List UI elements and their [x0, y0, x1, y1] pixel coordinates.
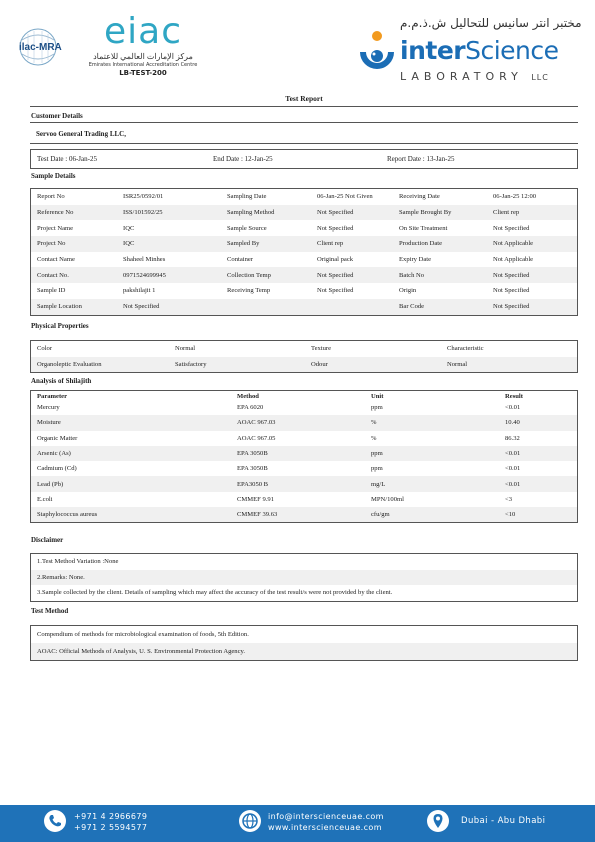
analysis-row-cell: <3 [505, 495, 513, 503]
sample-row-cell: Batch No [393, 267, 487, 283]
footer-bar [0, 805, 595, 842]
physical-row-cell: Normal [441, 357, 577, 373]
sample-row-cell: Client rep [487, 205, 577, 221]
sample-row [31, 252, 577, 268]
sample-row [31, 205, 577, 221]
disclaimer-line [31, 585, 577, 601]
sample-row-cell: 06-Jan-25 Not Given [317, 193, 373, 201]
sample-row-cell: Not Specified [317, 224, 354, 232]
eiac-arabic-name: مركز الإمارات العالمي للاعتماد [93, 52, 193, 61]
test-method-line-cell: AOAC: Official Methods of Analysis, U. S. Environmental Protection Agency. [31, 643, 577, 660]
sample-row-cell: On Site Treatment [399, 224, 448, 232]
analysis-row-cell: <0.01 [499, 446, 577, 461]
analysis-row [31, 492, 577, 507]
report-date: Report Date : 13-Jan-25 [387, 155, 455, 163]
sample-row-cell: Original pack [317, 256, 354, 264]
analysis-table [30, 390, 578, 523]
sample-row-cell: Receiving Temp [227, 287, 271, 295]
sample-row-cell: Not Specified [317, 287, 354, 295]
sample-row-cell: Receiving Date [399, 193, 440, 201]
test-date: Test Date : 06-Jan-25 [37, 155, 97, 163]
sample-row-cell: IQC [123, 224, 135, 232]
sample-row-cell: Not Specified [487, 299, 577, 315]
analysis-row-cell: EPA 3050B [231, 446, 365, 461]
sample-row-cell: Project No [31, 236, 117, 252]
analysis-row [31, 400, 577, 415]
disclaimer-heading: Disclaimer [31, 536, 64, 544]
dates-box [30, 149, 578, 169]
disclaimer-line-cell: 1.Test Method Variation :None [37, 558, 119, 566]
physical-row-cell: Satisfactory [169, 357, 305, 373]
analysis-row-cell: EPA3050 B [231, 476, 365, 491]
analysis-row-cell: EPA 6020 [237, 404, 264, 412]
analysis-row-cell: E.coli [37, 495, 53, 503]
analysis-row [31, 507, 577, 522]
sample-row-cell: Shaheel Minhes [123, 256, 166, 264]
sample-row-cell: Not Specified [311, 205, 393, 221]
analysis-column-header: Method [237, 393, 259, 400]
footer-contact [268, 811, 384, 833]
ilac-mra-text: ilac-MRA [19, 42, 62, 53]
analysis-row-cell: <0.01 [505, 465, 521, 473]
sample-row [31, 236, 577, 252]
sample-row-cell: Sampling Method [221, 205, 311, 221]
sample-row [31, 299, 577, 315]
physical-row-cell: Odour [305, 357, 441, 373]
accreditation-code: LB-TEST-200 [119, 69, 167, 77]
sample-row-cell: Not Applicable [493, 256, 534, 264]
sample-row-cell: Report No [37, 193, 65, 201]
analysis-row-cell: <10 [499, 507, 577, 522]
disclaimer-line-cell: 2.Remarks: None. [31, 570, 577, 586]
globe-icon [239, 810, 261, 832]
sample-row-cell: Sample ID [37, 287, 66, 295]
analysis-row-cell: Cadmium (Cd) [37, 465, 77, 473]
sample-row-cell: Not Specified [311, 267, 393, 283]
sample-row-cell: Sample Location [31, 299, 117, 315]
divider [30, 106, 578, 107]
analysis-row-cell: 86.32 [505, 434, 520, 442]
test-method-heading: Test Method [31, 607, 69, 615]
analysis-row-cell: ppm [371, 404, 383, 412]
lab-subtitle-text: LABORATORY [400, 70, 523, 83]
phone-number-2[interactable]: +971 2 5594577 [74, 823, 148, 832]
report-header [0, 0, 595, 92]
analysis-row-cell: % [365, 415, 499, 430]
physical-row-cell: Texture [311, 345, 332, 353]
analysis-row-cell: MPN/100ml [371, 495, 404, 503]
physical-row-cell: Normal [175, 345, 196, 353]
analysis-row-cell: 10.40 [499, 415, 577, 430]
analysis-row-cell: CMMEF 39.63 [231, 507, 365, 522]
sample-row-cell: Not Specified [117, 299, 221, 315]
test-method-line [31, 626, 577, 643]
sample-details-table [30, 188, 578, 316]
sample-row-cell: ISS/101592/25 [117, 205, 221, 221]
sample-row-cell: Container [227, 256, 254, 264]
sample-row-cell: Sample Source [227, 224, 267, 232]
location-pin-icon [427, 810, 449, 832]
footer-website[interactable]: www.interscienceuae.com [268, 823, 382, 832]
sample-row-cell: Origin [399, 287, 417, 295]
analysis-row-cell: CMMEF 9.91 [237, 495, 275, 503]
sample-row [31, 267, 577, 283]
analysis-row-cell: AOAC 967.03 [231, 415, 365, 430]
footer-email[interactable]: info@interscienceuae.com [268, 812, 384, 821]
sample-row-cell: Not Specified [493, 287, 530, 295]
test-method-line-cell: Compendium of methods for microbiological examination of foods, 5th Edition. [37, 631, 249, 638]
analysis-row-cell: AOAC 967.05 [237, 434, 276, 442]
sample-row-cell: Reference No [31, 205, 117, 221]
test-method-box [30, 625, 578, 661]
analysis-row-cell: Staphylococcus aureus [31, 507, 231, 522]
lab-name [400, 36, 559, 65]
lab-arabic-name: مختبر انتر سانيس للتحاليل ش.ذ.م.م [400, 16, 582, 30]
analysis-column-header: Unit [371, 393, 384, 400]
report-title: Test Report [285, 94, 323, 103]
disclaimer-box [30, 553, 578, 602]
sample-row-cell: 0971524699945 [117, 267, 221, 283]
analysis-heading: Analysis of Shilajith [31, 377, 92, 385]
sample-row [31, 283, 577, 299]
divider [30, 143, 578, 144]
analysis-row-cell: <0.01 [499, 476, 577, 491]
analysis-row-cell: mg/L [365, 476, 499, 491]
physical-row-cell: Organoleptic Evaluation [31, 357, 169, 373]
disclaimer-line [31, 554, 577, 570]
eiac-logo [78, 12, 208, 82]
analysis-row [31, 431, 577, 446]
lab-llc: LLC [531, 73, 549, 82]
phone-number-1[interactable]: +971 4 2966679 [74, 812, 148, 821]
sample-row [31, 220, 577, 236]
sample-row-cell: Not Specified [493, 224, 530, 232]
sample-row-cell: Sampling Date [227, 193, 267, 201]
test-method-line [31, 643, 577, 660]
sample-row-cell: Client rep [311, 236, 393, 252]
sample-row-cell: Not Specified [487, 267, 577, 283]
analysis-row [31, 446, 577, 461]
lab-name-inter: inter [400, 36, 466, 65]
physical-row [31, 357, 577, 373]
analysis-row-cell: ppm [371, 465, 383, 473]
sample-row-cell: Sample Brought By [393, 205, 487, 221]
sample-row-cell: IQC [117, 236, 221, 252]
ilac-mra-logo [18, 22, 78, 72]
sample-row-cell: Expiry Date [399, 256, 432, 264]
physical-row-cell: Characteristic [447, 345, 484, 353]
analysis-column-header: Parameter [37, 393, 68, 400]
sample-row-cell: Contact Name [37, 256, 75, 264]
analysis-row-cell: ppm [365, 446, 499, 461]
disclaimer-line [31, 570, 577, 586]
analysis-row-cell: EPA 3050B [237, 465, 268, 473]
sample-details-heading: Sample Details [31, 172, 76, 180]
analysis-row [31, 415, 577, 430]
sample-row [31, 189, 577, 205]
physical-row [31, 341, 577, 357]
sample-row-cell: Collection Temp [221, 267, 311, 283]
physical-properties-table [30, 340, 578, 373]
disclaimer-line-cell: 3.Sample collected by the client. Details of sampling which may affect the accuracy of the test result/s were not provided by the client. [37, 589, 393, 597]
sample-row-cell: pakshilajit 1 [123, 287, 156, 295]
sample-row-cell: Sampled By [221, 236, 311, 252]
analysis-row [31, 476, 577, 491]
sample-row-cell: Project Name [37, 224, 74, 232]
customer-heading: Customer Details [31, 112, 83, 120]
footer-phones [74, 811, 147, 833]
sample-row-cell: Contact No. [31, 267, 117, 283]
sample-row-cell: 06-Jan-25 12:00 [493, 193, 537, 201]
analysis-row [31, 461, 577, 476]
physical-properties-heading: Physical Properties [31, 322, 89, 330]
analysis-row-cell: Mercury [37, 404, 60, 412]
sample-row-cell [311, 299, 393, 315]
flask-icon [355, 26, 397, 78]
analysis-row-cell: <0.01 [505, 404, 521, 412]
phone-icon [44, 810, 66, 832]
analysis-row-cell: Organic Matter [37, 434, 78, 442]
sample-row-cell: ISR25/0592/01 [123, 193, 164, 201]
physical-row-cell: Color [37, 345, 53, 353]
eiac-english-name: Emirates International Accreditation Centre [88, 62, 198, 68]
analysis-row-cell: Arsenic (As) [31, 446, 231, 461]
analysis-row-cell: % [371, 434, 377, 442]
interscience-logo [355, 14, 585, 84]
lab-name-science: Science [465, 36, 559, 65]
divider [30, 122, 578, 123]
end-date: End Date : 12-Jan-25 [213, 155, 273, 163]
footer-location: Dubai - Abu Dhabi [461, 816, 546, 826]
sample-row-cell [221, 299, 311, 315]
analysis-row-cell: Lead (Pb) [31, 476, 231, 491]
customer-name: Servoo General Trading LLC, [36, 130, 126, 138]
eiac-wordmark: eiac [103, 11, 182, 52]
sample-row-cell: Bar Code [393, 299, 487, 315]
sample-row-cell: Not Applicable [487, 236, 577, 252]
analysis-row-cell: Moisture [31, 415, 231, 430]
analysis-header-row [31, 391, 577, 400]
sample-row-cell: Production Date [393, 236, 487, 252]
analysis-row-cell: cfu/gm [365, 507, 499, 522]
analysis-column-header: Result [505, 393, 523, 400]
lab-subtitle [400, 70, 549, 83]
